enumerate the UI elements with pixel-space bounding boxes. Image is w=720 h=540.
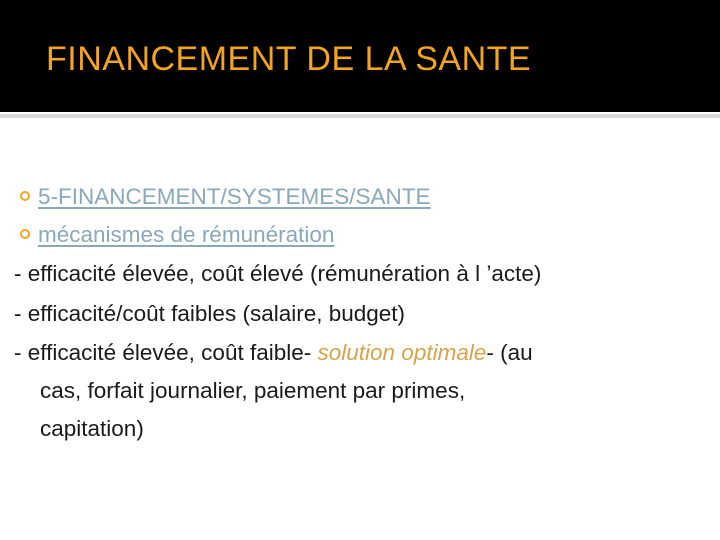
slide-title: FINANCEMENT DE LA SANTE [46,40,532,78]
ring-bullet-icon [20,229,30,239]
optimal-solution-text: solution optimale [317,340,487,365]
text-line-3-continuation-2: capitation) [40,416,144,441]
text-line-2: - efficacité/coût faibles (salaire, budget) [14,301,406,326]
title-divider [0,114,720,118]
ring-bullet-icon [20,191,30,201]
bullet-text: 5-FINANCEMENT/SYSTEMES/SANTE [38,184,431,209]
title-bar [0,0,720,112]
slide-content [14,178,714,448]
bullet-item-mecanismes [14,216,714,254]
bullet-text: mécanismes de rémunération [38,222,335,247]
text-line-3-start: - efficacité élevée, coût faible- [14,340,318,365]
text-line-1: - efficacité élevée, coût élevé (rémunération à l ’acte) [14,261,542,286]
bullet-item-financement [14,178,714,216]
text-line-3 [14,334,714,448]
text-line-3-end: - (au [486,340,533,365]
text-line-3-continuation: cas, forfait journalier, paiement par primes, [40,378,466,403]
